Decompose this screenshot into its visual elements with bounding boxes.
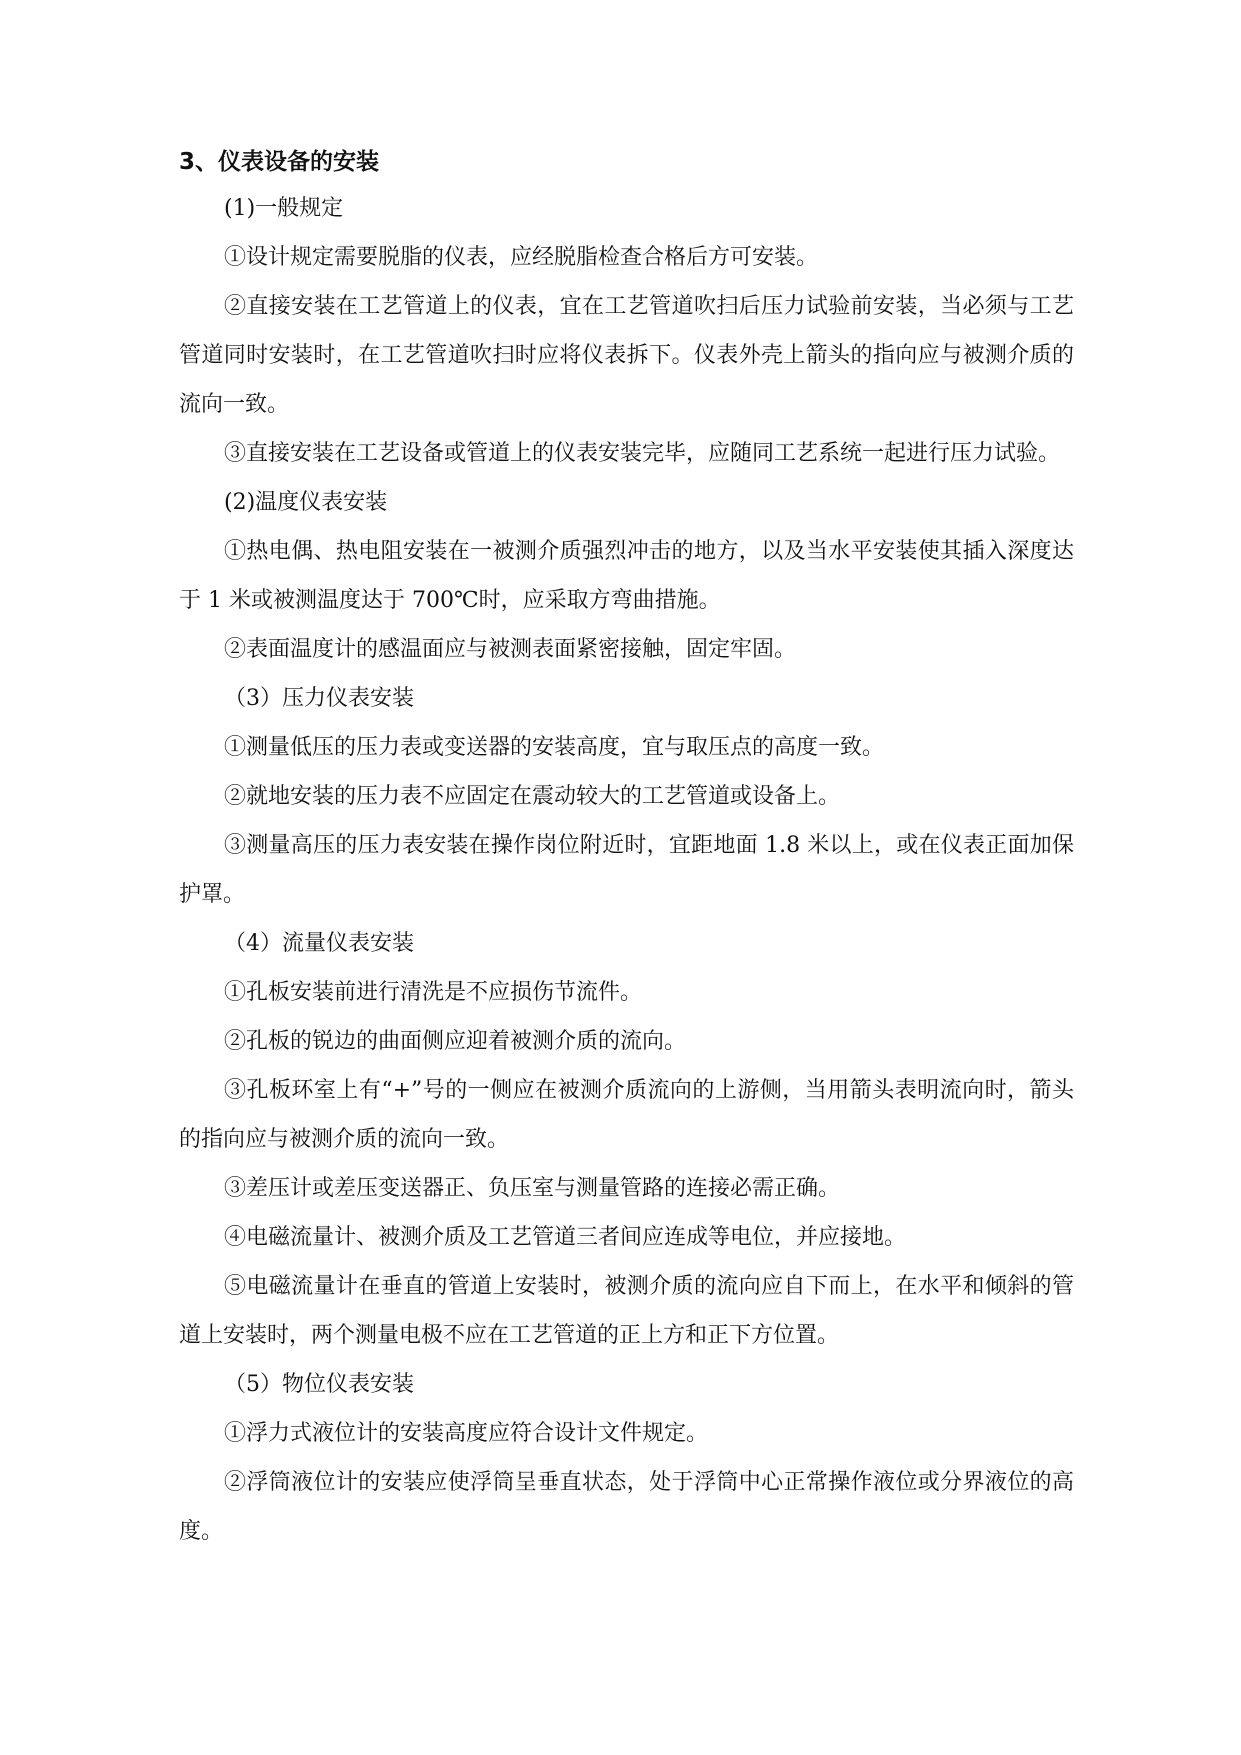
section-pressure (179, 674, 1074, 919)
list-item: ③直接安装在工艺设备或管道上的仪表安装完毕，应随同工艺系统一起进行压力试验。 (224, 441, 1061, 466)
subsection-title: （4）流量仪表安装 (224, 931, 414, 956)
list-item: ①浮力式液位计的安装高度应符合设计文件规定。 (224, 1421, 709, 1446)
list-item: ①热电偶、热电阻安装在一被测介质强烈冲击的地方，以及当水平安装使其插入深度达于 1 米或被测温度达于 700℃时，应采取方弯曲措施。 (179, 539, 1074, 613)
list-item: ③孔板环室上有“+”号的一侧应在被测介质流向的上游侧，当用箭头表明流向时，箭头的指向应与被测介质的流向一致。 (179, 1078, 1074, 1152)
list-item: ④电磁流量计、被测介质及工艺管道三者间应连成等电位，并应接地。 (224, 1225, 907, 1250)
section-flow (179, 919, 1074, 1360)
list-item: ②表面温度计的感温面应与被测表面紧密接触，固定牢固。 (224, 637, 797, 662)
list-item: ②孔板的锐边的曲面侧应迎着被测介质的流向。 (224, 1029, 687, 1054)
list-item: ②就地安装的压力表不应固定在震动较大的工艺管道或设备上。 (224, 784, 841, 809)
document-page (179, 140, 1074, 1556)
list-item: ③测量高压的压力表安装在操作岗位附近时，宜距地面 1.8 米以上，或在仪表正面加保护罩。 (179, 833, 1074, 907)
section-level (179, 1360, 1074, 1556)
list-item: ③差压计或差压变送器正、负压室与测量管路的连接必需正确。 (224, 1176, 841, 1201)
subsection-title: （5）物位仪表安装 (224, 1372, 414, 1397)
list-item: ②浮筒液位计的安装应使浮筒呈垂直状态，处于浮筒中心正常操作液位或分界液位的高度。 (179, 1470, 1074, 1544)
section-heading: 3、仪表设备的安装 (179, 149, 380, 175)
subsection-title: （3）压力仪表安装 (224, 686, 414, 711)
list-item: ①孔板安装前进行清洗是不应损伤节流件。 (224, 980, 643, 1005)
subsection-title: (1)一般规定 (224, 196, 344, 221)
section-temperature (179, 478, 1074, 674)
list-item: ②直接安装在工艺管道上的仪表，宜在工艺管道吹扫后压力试验前安装，当必须与工艺管道同时安装时，在工艺管道吹扫时应将仪表拆下。仪表外壳上箭头的指向应与被测介质的流向一致。 (179, 294, 1074, 417)
section-general (179, 184, 1074, 478)
list-item: ①设计规定需要脱脂的仪表，应经脱脂检查合格后方可安装。 (224, 245, 819, 270)
list-item: ①测量低压的压力表或变送器的安装高度，宜与取压点的高度一致。 (224, 735, 885, 760)
list-item: ⑤电磁流量计在垂直的管道上安装时，被测介质的流向应自下而上，在水平和倾斜的管道上安装时，两个测量电极不应在工艺管道的正上方和正下方位置。 (179, 1274, 1074, 1348)
subsection-title: (2)温度仪表安装 (224, 490, 388, 515)
